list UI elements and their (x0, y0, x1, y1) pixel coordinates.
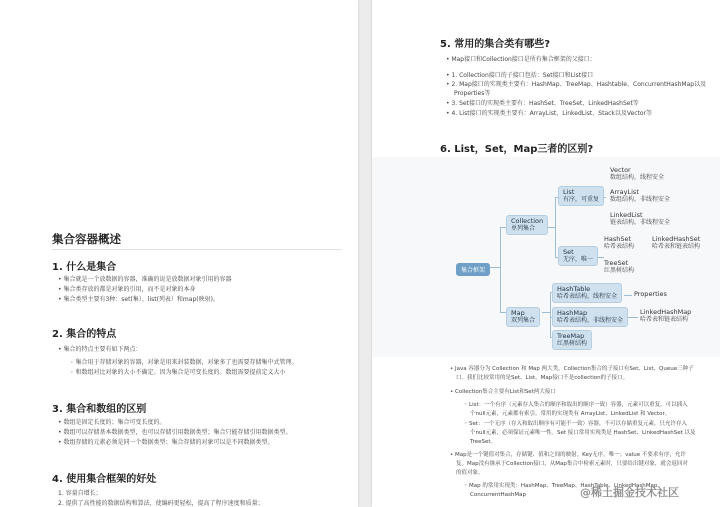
text-line: ConcurrentHashMap (470, 492, 526, 498)
node-hashtable: HashTable 哈希表结构，线程安全 (552, 283, 622, 303)
root-node: 集合框架 (456, 263, 490, 276)
heading-list-set-map: 6. List，Set，Map三者的区别? (440, 144, 594, 155)
right-document-page (372, 0, 720, 507)
connector (624, 295, 632, 296)
list-item: • 集合的特点主要有如下两点： (58, 346, 142, 353)
list-item: ◦ 和数组对比对象的大小不确定。因为集合是可变长度的。数组需要提前定义大小 (70, 369, 286, 376)
list-item: • 数组可以存储基本数据类型，也可以存储引用数据类型；集合只能存储引用数据类型。 (58, 429, 292, 436)
heading-collection-vs-array: 3. 集合和数组的区别 (52, 404, 147, 415)
node-map: Map 双列集合 (506, 307, 540, 327)
list-item: • 数组是固定长度的；集合可变长度的。 (58, 419, 166, 426)
node-hashset: HashSet 哈希表结构 (604, 235, 635, 250)
list-item: • Map接口和Collection接口是所有集合框架的父接口： (446, 56, 596, 63)
node-vector: Vector 数组结构，线程安全 (610, 166, 665, 181)
collection-mindmap (372, 157, 720, 357)
list-item: Properties等 (454, 90, 491, 97)
list-item: • 集合就是一个放数据的容器，准确的说是放数据对象引用的容器 (58, 276, 232, 283)
connector (500, 227, 501, 312)
heading-what-is-collection: 1. 什么是集合 (52, 262, 117, 273)
node-hashmap: HashMap 哈希表结构，非线程安全 (552, 307, 628, 327)
node-linkedlist: LinkedList 链表结构，非线程安全 (610, 211, 671, 226)
node-treemap: TreeMap 红黑树结构 (552, 330, 592, 350)
text-line: TreeSet。 (470, 439, 496, 445)
connector (550, 292, 551, 337)
node-linkedhashmap: LinkedHashMap 哈希表和链表结构 (640, 308, 692, 323)
node-collection: Collection 单列集合 (506, 215, 548, 235)
list-item: • 集合类存放的都是对象的引用，而不是对象的本身 (58, 286, 196, 293)
divider (52, 249, 342, 250)
node-linkedhashset: LinkedHashSet 哈希表和链表结构 (652, 235, 701, 250)
connector (547, 227, 555, 228)
heading-benefits: 4. 使用集合框架的好处 (52, 474, 157, 485)
watermark: @稀土掘金技术社区 (580, 486, 679, 499)
text-line: • Java 容器分为 Collection 和 Map 两大类，Collection集合的子接口有Set、List、Queue三种子 (450, 366, 694, 372)
text-line: ◦ List：一个有序（元素存入集合的顺序和取出的顺序一致）容器，元素可以重复，可以插入 (464, 402, 688, 408)
list-item: • 1. Collection接口的子接口包括：Set接口和List接口 (446, 72, 594, 79)
list-item: • 4. List接口的实现类主要有：ArrayList、LinkedList、Stack以及Vector等 (446, 110, 653, 117)
list-item: 2. 提供了高性能的数据结构和算法，使编码更轻松，提高了程序速度和质量； (58, 500, 264, 507)
heading-common-collections: 5. 常用的集合类有哪些? (440, 39, 551, 50)
node-set: Set 无序，唯一 (558, 246, 598, 266)
left-document-page (0, 0, 358, 507)
text-line: 复。Map没有继承于Collection接口，从Map集合中检索元素时，只要给出键对象，就会返回对 (456, 461, 688, 467)
list-item: ◦ 集合用于存储对象的容器，对象是用来封装数据，对象多了也需要存储集中式管理。 (70, 359, 298, 366)
node-properties: Properties (634, 290, 667, 298)
list-item: • 3. Set接口的实现类主要有：HashSet、TreeSet、LinkedHashSet等 (446, 100, 639, 107)
node-treeset: TreeSet 红黑树结构 (604, 259, 635, 274)
text-line: • Map是一个键值对集合，存储键、值和之间的映射。Key无序，唯一；value 不要求有序，允许 (450, 452, 686, 458)
list-item: • 集合类型主要有3种：set(集）、list(列表）和map(映射)。 (58, 296, 219, 303)
heading-features: 2. 集合的特点 (52, 329, 117, 340)
text-line: ◦ Set：一个无序（存入和取出顺序有可能不一致）容器，不可以存储重复元素，只允许存入 (464, 421, 688, 427)
text-line: 个null元素，必须保证元素唯一性。Set 接口常用实现类是 HashSet、LinkedHashSet 以及 (470, 430, 696, 436)
connector (555, 197, 556, 257)
text-line: • Collection集合主要有List和Set两大接口 (450, 389, 556, 395)
text-line: 的值对象。 (456, 470, 484, 476)
connector (542, 312, 550, 313)
connector (598, 257, 604, 258)
text-line: ◦ Map 的常用实现类：HashMap、TreeMap、HashTable、LinkedHashMap、 (464, 483, 663, 489)
text-line: 口。我们比较常用的是Set、List，Map接口不是collection的子接口。 (456, 375, 629, 381)
text-line: 个null元素，元素都有索引。常用的实现类有 ArrayList、LinkedList 和 Vector。 (470, 411, 671, 417)
list-item: • 数组存储的元素必须是同一个数据类型；集合存储的对象可以是不同数据类型。 (58, 439, 274, 446)
list-item: • 2. Map接口的实现类主要有：HashMap、TreeMap、Hashtable、ConcurrentHashMap以及 (446, 81, 707, 88)
list-item: 1. 容量自增长； (58, 490, 102, 497)
node-arraylist: ArrayList 数组结构，非线程安全 (610, 188, 671, 203)
section-title: 集合容器概述 (52, 232, 121, 246)
node-list: List 有序，可重复 (558, 186, 604, 206)
